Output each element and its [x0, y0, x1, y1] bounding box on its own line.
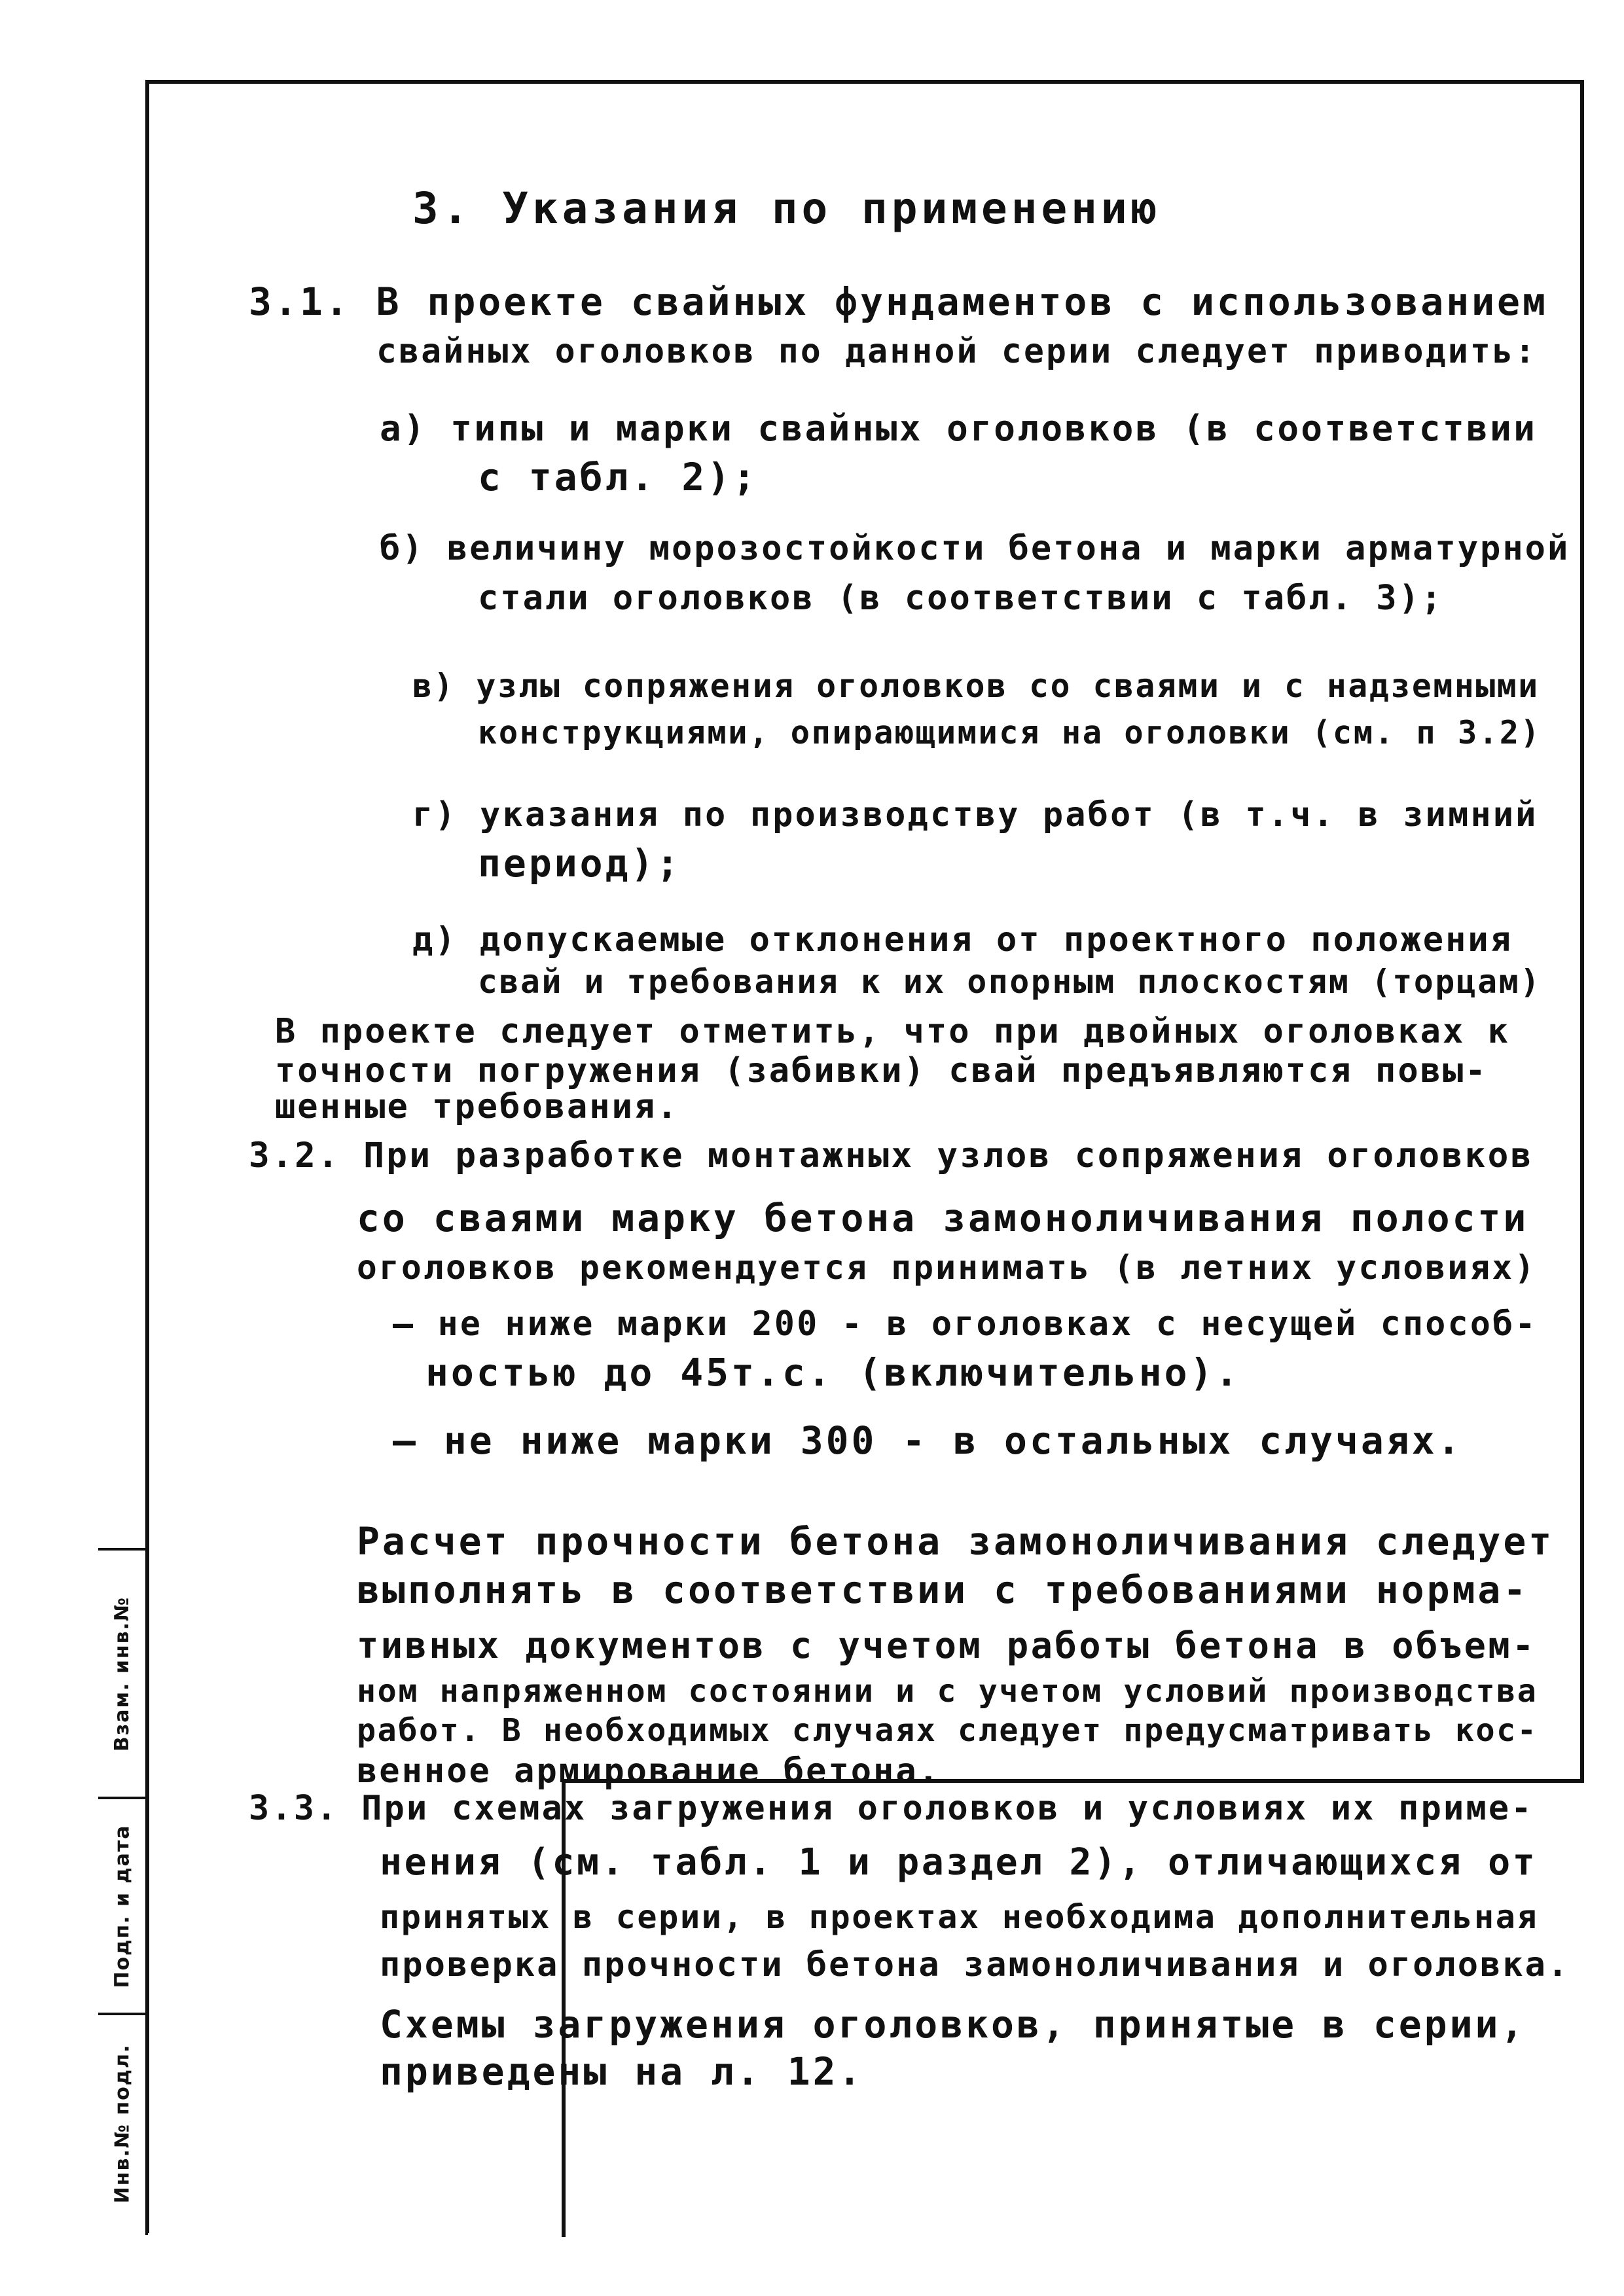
text-line: 3.2. При разработке монтажных узлов сопряжения оголовков: [249, 1136, 1534, 1175]
text-line: – не ниже марки 300 - в остальных случаях.: [393, 1418, 1463, 1463]
text-line: тивных документов с учетом работы бетона в объем-: [357, 1625, 1536, 1667]
text-line: а) типы и марки свайных оголовков (в соответствии: [380, 408, 1538, 449]
stamp-cell-label: Взам. инв.№: [111, 1596, 134, 1751]
text-line: в) узлы сопряжения оголовков со сваями и с надземными: [412, 667, 1540, 705]
frame-right-border: [1580, 80, 1584, 1782]
text-line: с табл. 2);: [478, 455, 759, 499]
text-line: стали оголовков (в соответствии с табл. 3);: [478, 579, 1444, 618]
text-line: период);: [478, 841, 682, 886]
text-line: точности погружения (забивки) свай предъявляются повы-: [275, 1051, 1488, 1090]
text-line: ном напряженном состоянии и с учетом условий производства: [357, 1673, 1538, 1710]
stamp-cell-inv-number: [98, 2015, 147, 2231]
text-line: д) допускаемые отклонения от проектного положения: [412, 920, 1513, 960]
text-line: нения (см. табл. 1 и раздел 2), отличающихся от: [380, 1841, 1538, 1884]
text-line: приведены на л. 12.: [380, 2049, 864, 2094]
text-line: 3.3. При схемах загружения оголовков и условиях их приме-: [249, 1789, 1534, 1828]
text-line: 3.1. В проекте свайных фундаментов с использованием: [249, 279, 1548, 324]
frame-top-border: [145, 80, 1584, 84]
text-line: принятых в серии, в проектах необходима дополнительная: [380, 1898, 1539, 1936]
text-line: Схемы загружения оголовков, принятые в серии,: [380, 2002, 1526, 2047]
text-line: – не ниже марки 200 - в оголовках с несущей способ-: [393, 1304, 1538, 1344]
stamp-cell-signature-date: [98, 1799, 147, 2013]
text-line: венное армирование бетона.: [357, 1751, 941, 1791]
text-line: выполнять в соответствии с требованиями норма-: [357, 1568, 1529, 1612]
text-line: б) величину морозостойкости бетона и марки арматурной: [380, 529, 1570, 568]
text-line: проверка прочности бетона замоноличивания и оголовка.: [380, 1945, 1570, 1984]
side-stamp-column: [98, 1548, 147, 2235]
text-line: шенные требования.: [275, 1087, 679, 1126]
text-line: ностью до 45т.с. (включительно).: [425, 1350, 1241, 1395]
text-line: оголовков рекомендуется принимать (в летних условиях): [357, 1249, 1537, 1287]
text-line: свайных оголовков по данной серии следует приводить:: [376, 332, 1538, 371]
section-heading: 3. Указания по применению: [412, 183, 1161, 234]
text-line: В проекте следует отметить, что при двойных оголовках к: [275, 1012, 1510, 1051]
stamp-cell-label: Инв.№ подл.: [111, 2043, 134, 2203]
stamp-cell-label: Подп. и дата: [111, 1823, 134, 1988]
text-line: Расчет прочности бетона замоноличивания следует: [357, 1519, 1555, 1564]
text-line: конструкциями, опирающимися на оголовки (см. п 3.2): [478, 715, 1542, 751]
text-line: работ. В необходимых случаях следует предусматривать кос-: [357, 1712, 1538, 1749]
text-line: со сваями марку бетона замоноличивания полости: [357, 1196, 1529, 1240]
stamp-cell-replacement: [98, 1551, 147, 1797]
text-line: г) указания по производству работ (в т.ч. в зимний: [412, 795, 1538, 834]
text-line: свай и требования к их опорным плоскостям (торцам): [478, 963, 1542, 1001]
